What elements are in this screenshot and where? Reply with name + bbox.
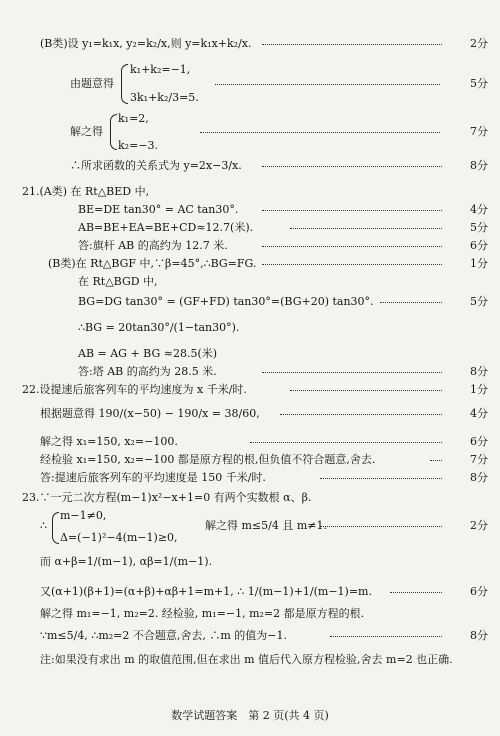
answer-line [0, 156, 500, 176]
dot-leader [262, 166, 442, 167]
equation-text: 3k₁+k₂/3=5. [130, 91, 199, 104]
score-label: 1分 [470, 383, 488, 396]
dot-leader [262, 264, 442, 265]
question-heading: 23.∵一元二次方程(m−1)x²−x+1=0 有两个实数根 α、β. [22, 491, 312, 504]
answer-line [0, 344, 500, 364]
answer-line [0, 218, 500, 238]
score-label: 7分 [470, 453, 488, 466]
score-label: 5分 [470, 295, 488, 308]
answer-line [0, 432, 500, 452]
answer-text: BG=DG tan30° = (GF+FD) tan30°=(BG+20) tan30°. [78, 295, 374, 308]
dot-leader [320, 526, 442, 527]
score-label: 1分 [470, 257, 488, 270]
answer-line [0, 200, 500, 220]
answer-line [0, 362, 500, 382]
answer-text: 解之得 x₁=150, x₂=−100. [40, 435, 178, 448]
answer-line [0, 380, 500, 400]
answer-line [0, 272, 500, 292]
answer-text: ∵m≤5/4, ∴m₂=2 不合题意,舍去, ∴m 的值为−1. [40, 629, 288, 642]
score-label: 5分 [470, 77, 488, 90]
score-label: 2分 [470, 519, 488, 532]
answer-line [0, 292, 500, 312]
note-text: 注:如果没有求出 m 的取值范围,但在求出 m 值后代入原方程检验,舍去 m=2 也正确. [40, 653, 453, 666]
dot-leader [280, 414, 442, 415]
answer-line [0, 236, 500, 256]
answer-text: 解之得 m≤5/4 且 m≠1. [205, 519, 327, 532]
score-label: 6分 [470, 585, 488, 598]
equation-text: k₂=−3. [118, 139, 159, 152]
dot-leader [262, 210, 442, 211]
dot-leader [262, 372, 442, 373]
score-label: 6分 [470, 239, 488, 252]
question-heading: 22.设提速后旅客列车的平均速度为 x 千米/时. [22, 383, 247, 396]
dot-leader [330, 636, 442, 637]
equation-text: k₁=2, [118, 112, 149, 125]
answer-text: AB = AG + BG ≈28.5(米) [78, 347, 218, 360]
answer-line [0, 404, 500, 424]
answer-line [0, 650, 500, 670]
score-label: 7分 [470, 125, 488, 138]
answer-text: 解之得 [70, 125, 103, 138]
answer-text: 由题意得 [70, 77, 114, 90]
equation-text: m−1≠0, [60, 509, 107, 522]
answer-text: ∴BG = 20tan30°/(1−tan30°). [78, 321, 240, 334]
answer-line [0, 182, 500, 202]
dot-leader [320, 478, 442, 479]
answer-text: ∴所求函数的关系式为 y=2x−3/x. [70, 159, 242, 172]
answer-line [0, 318, 500, 338]
score-label: 6分 [470, 435, 488, 448]
dot-leader [200, 132, 440, 133]
dot-leader [215, 84, 440, 85]
dot-leader [262, 44, 442, 45]
answer-text: 在 Rt△BGD 中, [78, 275, 158, 288]
answer-text: 答:提速后旅客列车的平均速度是 150 千米/时. [40, 471, 266, 484]
dot-leader [380, 302, 442, 303]
answer-text: 根据题意得 190/(x−50) − 190/x = 38/60, [40, 407, 260, 420]
score-label: 4分 [470, 407, 488, 420]
answer-line [0, 34, 500, 54]
score-label: 8分 [470, 471, 488, 484]
answer-line [0, 488, 500, 508]
equation-text: Δ=(−1)²−4(m−1)≥0, [60, 531, 178, 544]
answer-line [0, 136, 500, 156]
answer-line [0, 450, 500, 470]
answer-text: 而 α+β=1/(m−1), αβ=1/(m−1). [40, 555, 213, 568]
answer-text: 答:旗杆 AB 的高约为 12.7 米. [78, 239, 228, 252]
answer-line [0, 552, 500, 572]
dot-leader [430, 460, 442, 461]
answer-line [0, 582, 500, 602]
dot-leader [290, 390, 442, 391]
answer-text: (B类)设 y₁=k₁x, y₂=k₂/x,则 y=k₁x+k₂/x. [40, 37, 252, 50]
answer-line [0, 626, 500, 646]
answer-text: ∴ [40, 519, 47, 532]
answer-text: AB=BE+EA=BE+CD≈12.7(米). [78, 221, 254, 234]
answer-line [0, 468, 500, 488]
equation-text: k₁+k₂=−1, [130, 63, 191, 76]
answer-text: 解之得 m₁=−1, m₂=2. 经检验, m₁=−1, m₂=2 都是原方程的根. [40, 607, 365, 620]
answer-line [0, 254, 500, 274]
dot-leader [290, 228, 442, 229]
score-label: 4分 [470, 203, 488, 216]
answer-text: (B类)在 Rt△BGF 中,∵β=45°,∴BG=FG. [48, 257, 257, 270]
answer-text: 经检验 x₁=150, x₂=−100 都是原方程的根,但负值不符合题意,舍去. [40, 453, 376, 466]
answer-text: BE=DE tan30° = AC tan30°. [78, 203, 239, 216]
dot-leader [262, 246, 442, 247]
score-label: 2分 [470, 37, 488, 50]
dot-leader [390, 592, 442, 593]
answer-line [0, 528, 500, 548]
dot-leader [250, 442, 442, 443]
answer-text: 答:塔 AB 的高约为 28.5 米. [78, 365, 217, 378]
score-label: 8分 [470, 365, 488, 378]
score-label: 5分 [470, 221, 488, 234]
answer-text: 又(α+1)(β+1)=(α+β)+αβ+1=m+1, ∴ 1/(m−1)+1/(m−1)=m. [40, 585, 372, 598]
question-heading: 21.(A类) 在 Rt△BED 中, [22, 185, 150, 198]
answer-line [0, 604, 500, 624]
score-label: 8分 [470, 629, 488, 642]
page-footer: 数学试题答案 第 2 页(共 4 页) [171, 709, 329, 722]
answer-line [0, 88, 500, 108]
score-label: 8分 [470, 159, 488, 172]
